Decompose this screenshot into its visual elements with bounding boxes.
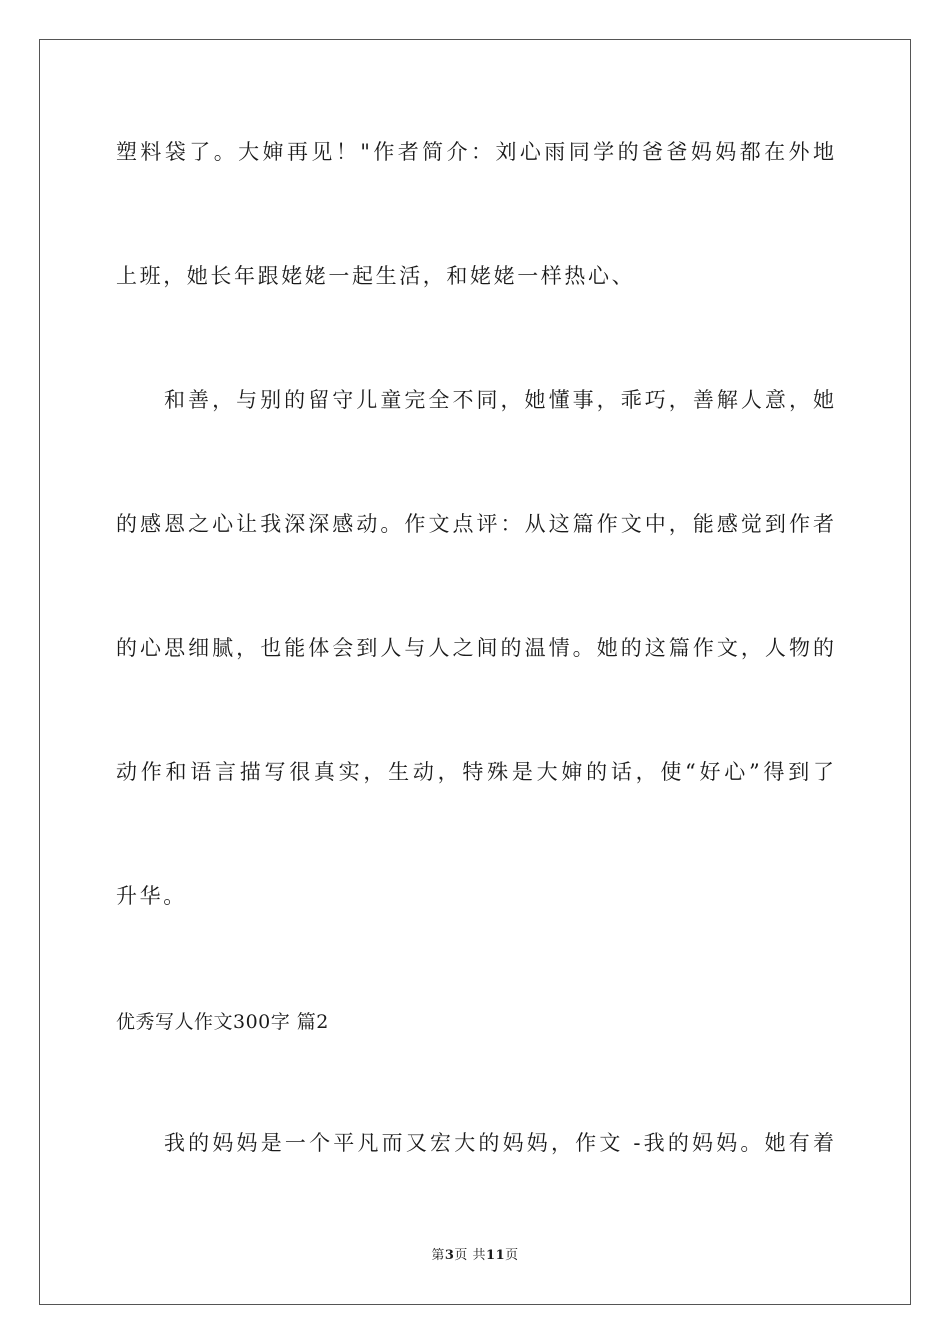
footer-total-pages: 11 — [486, 1248, 506, 1263]
text-line-8: 我的妈妈是一个平凡而又宏大的妈妈，作文 -我的妈妈。她有着 — [164, 1131, 834, 1155]
text-line-3: 和善，与别的留守儿童完全不同，她懂事，乖巧，善解人意，她 — [164, 388, 834, 412]
text-line-2: 上班，她长年跟姥姥一起生活，和姥姥一样热心、 — [116, 264, 636, 288]
footer-page-number: 3 — [444, 1248, 455, 1263]
page-frame — [39, 39, 911, 1305]
footer-mid: 页 共 — [454, 1248, 487, 1263]
footer-suffix: 页 — [505, 1248, 519, 1263]
section-heading: 优秀写人作文300字 篇2 — [116, 1011, 329, 1033]
footer-prefix: 第 — [431, 1248, 445, 1263]
text-line-6: 动作和语言描写很真实，生动，特殊是大婶的话，使“好心”得到了 — [116, 760, 834, 784]
text-line-4: 的感恩之心让我深深感动。作文点评：从这篇作文中，能感觉到作者 — [116, 512, 834, 536]
text-line-5: 的心思细腻，也能体会到人与人之间的温情。她的这篇作文，人物的 — [116, 636, 834, 660]
text-line-1: 塑料袋了。大婶再见！"作者简介：刘心雨同学的爸爸妈妈都在外地 — [116, 140, 834, 164]
text-line-7: 升华。 — [116, 884, 187, 908]
page-footer — [0, 1247, 950, 1265]
